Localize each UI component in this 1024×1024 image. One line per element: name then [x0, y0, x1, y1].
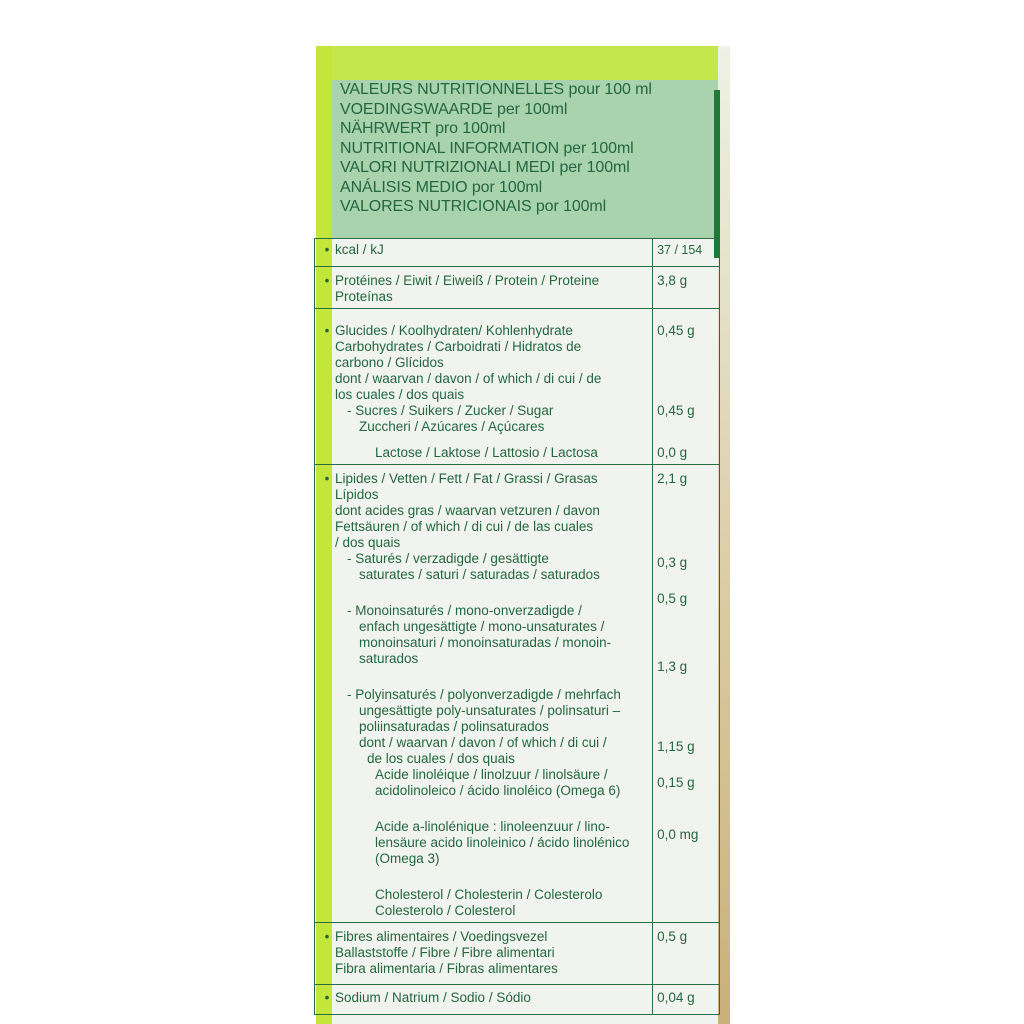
row-label: los cuales / dos quais	[335, 387, 465, 402]
row-label: saturados	[359, 651, 419, 666]
row-label: Sodium / Natrium / Sodio / Sódio	[335, 990, 531, 1005]
row-label: Ballaststoffe / Fibre / Fibre alimentari	[335, 945, 555, 960]
row-label: (Omega 3)	[375, 851, 440, 866]
row-label: Fettsäuren / of which / di cui / de las cuales	[335, 519, 594, 534]
row-label: kcal / kJ	[335, 242, 384, 257]
row-value: 0,04 g	[653, 985, 720, 1015]
row-value: 0,45 g	[657, 323, 695, 338]
row-label: lensäure acido linoleinico / ácido linolénico	[375, 835, 630, 850]
header-line: NÄHRWERT pro 100ml	[340, 120, 506, 137]
lime-tab	[332, 46, 718, 80]
table-row-sodium	[315, 985, 720, 1015]
bullet-icon: •	[324, 929, 330, 944]
row-label: saturates / saturi / saturadas / saturados	[359, 567, 600, 582]
row-label: Lípidos	[335, 487, 379, 502]
row-label: Glucides / Koolhydraten/ Kohlenhydrate	[335, 323, 573, 338]
header-line: VALORES NUTRICIONAIS por 100ml	[340, 198, 607, 215]
row-label: Carbohydrates / Carboidrati / Hidratos de	[335, 339, 582, 354]
row-label: - Sucres / Suikers / Zucker / Sugar	[347, 403, 554, 418]
row-label: dont / waarvan / davon / of which / di cui / de	[335, 371, 602, 386]
row-label: - Polyinsaturés / polyonverzadigde / mehrfach	[347, 687, 621, 702]
row-label: Protéines / Eiwit / Eiweiß / Protein / Proteine	[335, 273, 600, 288]
row-label: / dos quais	[335, 535, 401, 550]
header-line: VOEDINGSWAARDE per 100ml	[340, 100, 568, 118]
bullet-icon: •	[324, 990, 330, 1005]
row-label: Acide a-linolénique : linoleenzuur / lino-	[375, 819, 610, 834]
table-row-energy	[315, 239, 720, 267]
row-label: poliinsaturadas / polinsaturados	[359, 719, 549, 734]
row-value: 0,45 g	[657, 403, 695, 418]
row-label: Fibres alimentaires / Voedingsvezel	[335, 929, 548, 944]
table-row-carbs	[315, 309, 720, 465]
table-row-fibre	[315, 923, 720, 985]
row-value: 37 / 154	[653, 239, 720, 267]
header-line: VALORI NUTRIZIONALI MEDI per 100ml	[340, 159, 630, 176]
header-line: VALEURS NUTRITIONNELLES pour 100 ml	[340, 81, 652, 98]
row-label: - Monoinsaturés / mono-onverzadigde /	[347, 603, 582, 618]
row-label: monoinsaturi / monoinsaturadas / monoin-	[359, 635, 612, 650]
row-value: 2,1 g	[657, 471, 688, 486]
table-row-protein	[315, 267, 720, 309]
header-line: NUTRITIONAL INFORMATION per 100ml	[340, 139, 634, 157]
row-value: 1,3 g	[657, 659, 688, 674]
row-label: Cholesterol / Cholesterin / Colesterolo	[375, 887, 603, 902]
row-label: ungesättigte poly-unsaturates / polinsaturi –	[359, 703, 621, 718]
row-label: - Saturés / verzadigde / gesättigte	[347, 551, 549, 566]
row-label: Zuccheri / Azúcares / Açúcares	[359, 419, 545, 434]
row-label: enfach ungesättigte / mono-unsaturates /	[359, 619, 605, 634]
row-value: 0,15 g	[657, 775, 695, 790]
row-label: carbono / Glícidos	[335, 355, 444, 370]
row-label: Proteínas	[335, 289, 393, 304]
row-label: dont / waarvan / davon / of which / di cui /	[359, 735, 607, 750]
row-label: de los cuales / dos quais	[367, 751, 515, 766]
nutrition-table	[314, 238, 720, 1015]
row-value: 0,5 g	[653, 923, 720, 985]
row-label: Fibra alimentaria / Fibras alimentares	[335, 961, 558, 976]
row-value: 0,0 mg	[657, 827, 699, 842]
nutrition-header	[340, 80, 716, 217]
bullet-icon: •	[324, 471, 330, 486]
row-label: acidolinoleico / ácido linoléico (Omega 6)	[375, 783, 621, 798]
row-value: 0,3 g	[657, 555, 688, 570]
row-label: Colesterolo / Colesterol	[375, 903, 516, 918]
row-value: 0,0 g	[657, 445, 688, 460]
header-line: ANÁLISIS MEDIO por 100ml	[340, 178, 543, 196]
row-value: 1,15 g	[657, 739, 695, 754]
bullet-icon: •	[324, 242, 330, 257]
row-value: 3,8 g	[653, 267, 720, 309]
bullet-icon: •	[324, 273, 330, 288]
table-row-fat	[315, 465, 720, 923]
row-label: Lipides / Vetten / Fett / Fat / Grassi / Grasas	[335, 471, 598, 486]
row-label: Lactose / Laktose / Lattosio / Lactosa	[375, 445, 598, 460]
row-value: 0,5 g	[657, 591, 688, 606]
bullet-icon: •	[324, 323, 330, 338]
row-label: Acide linoléique / linolzuur / linolsäure /	[375, 767, 608, 782]
row-label: dont acides gras / waarvan vetzuren / davon	[335, 503, 600, 518]
